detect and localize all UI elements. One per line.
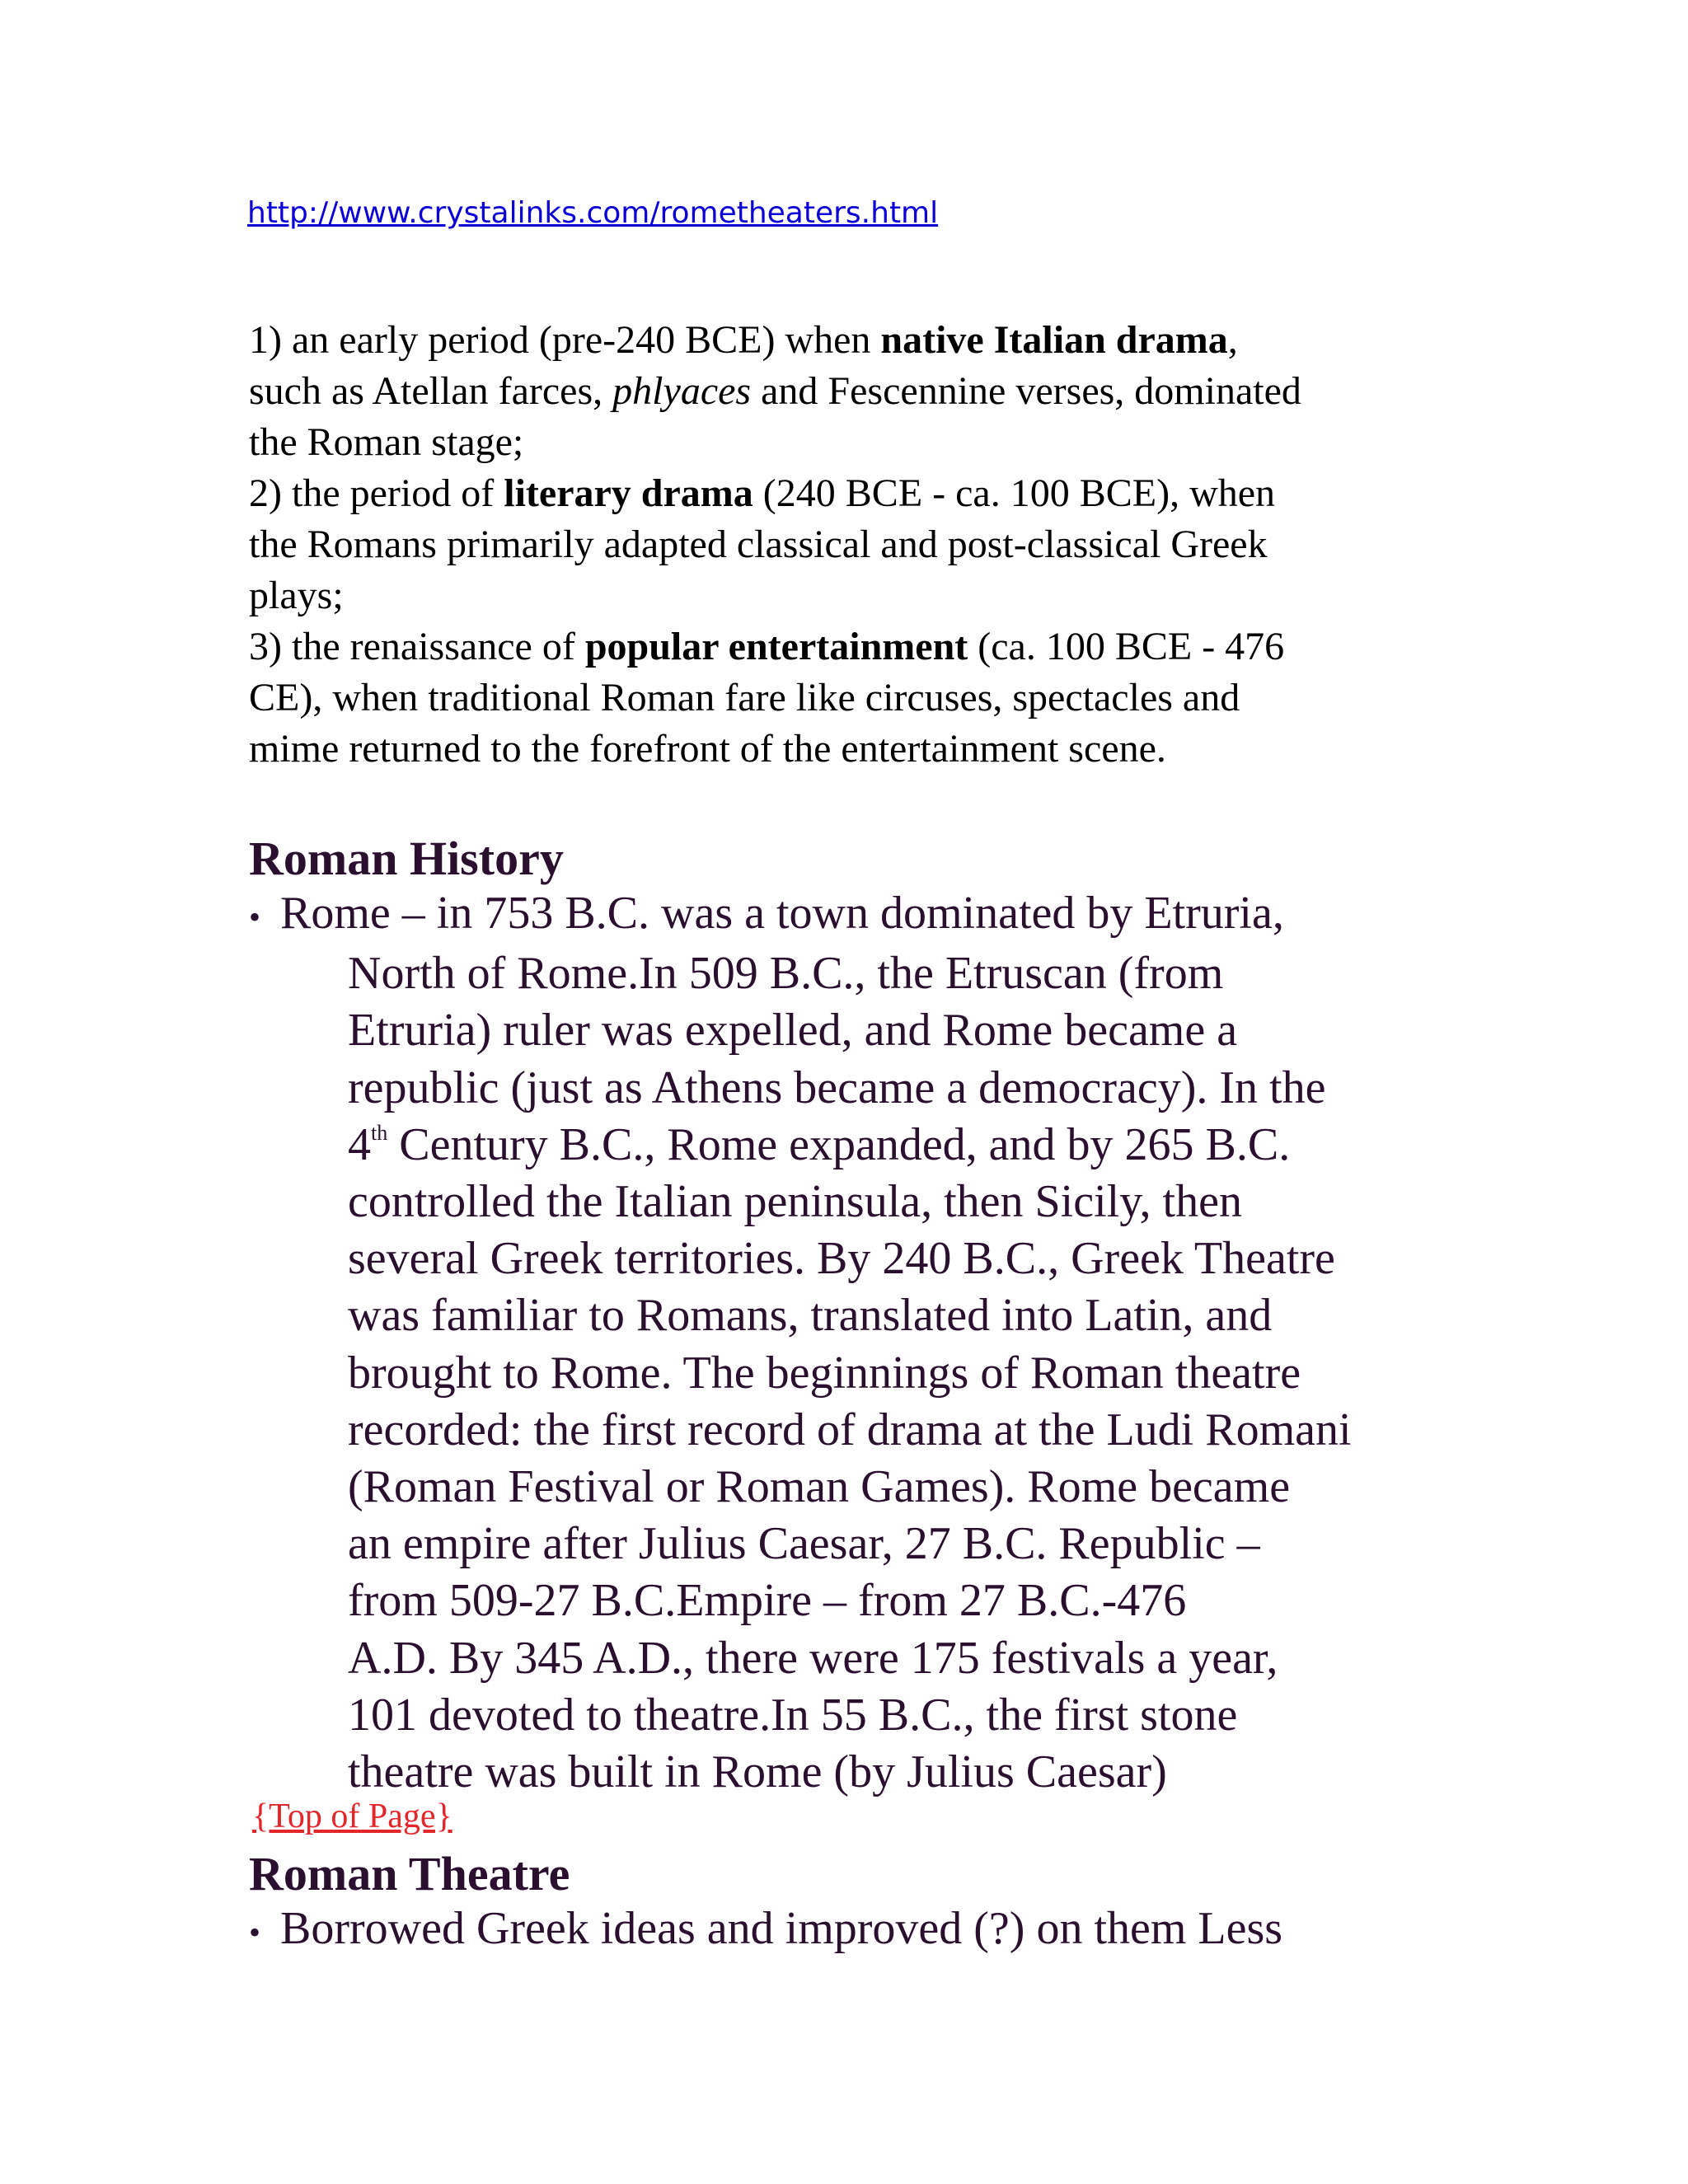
period-1-line bbox=[249, 366, 1436, 417]
line-text: Century B.C., Rome expanded, and by 265 B.C. bbox=[387, 1118, 1291, 1170]
history-line: an empire after Julius Caesar, 27 B.C. Republic – bbox=[348, 1518, 1260, 1570]
ordinal-suffix: th bbox=[371, 1120, 388, 1145]
text-run: phlyaces bbox=[612, 369, 752, 413]
bullet-first-line bbox=[249, 1900, 1452, 1961]
history-line: brought to Rome. The beginnings of Roman theatre bbox=[348, 1347, 1301, 1399]
period-3-line bbox=[249, 621, 1436, 673]
history-line: recorded: the first record of drama at the Ludi Romani bbox=[348, 1404, 1352, 1455]
history-line: Etruria) ruler was expelled, and Rome became a bbox=[348, 1005, 1238, 1057]
roman-history-bullet bbox=[249, 885, 1452, 1801]
roman-theatre-heading: Roman Theatre bbox=[249, 1847, 570, 1900]
history-line: several Greek territories. By 240 B.C., Greek Theatre bbox=[348, 1233, 1335, 1285]
period-1-line bbox=[249, 315, 1436, 366]
period-1-line bbox=[249, 417, 1436, 468]
period-3-line bbox=[249, 673, 1436, 724]
roman-history-heading: Roman History bbox=[249, 832, 564, 885]
text-run: 2) the period of bbox=[249, 471, 504, 515]
history-line: from 509-27 B.C.Empire – from 27 B.C.-476 bbox=[348, 1575, 1187, 1627]
text-run: literary drama bbox=[504, 471, 753, 515]
roman-theatre-bullet bbox=[249, 1900, 1452, 1961]
source-url-link[interactable]: http://www.crystalinks.com/rometheaters.html bbox=[247, 196, 939, 230]
bullet-icon: • bbox=[249, 898, 261, 935]
history-line: A.D. By 345 A.D., there were 175 festivals a year, bbox=[348, 1632, 1278, 1684]
text-run: , bbox=[1227, 318, 1238, 362]
drama-periods-list bbox=[249, 315, 1436, 775]
text-run: the Romans primarily adapted classical and post-classical Greek bbox=[249, 523, 1268, 566]
history-line: (Roman Festival or Roman Games). Rome became bbox=[348, 1461, 1291, 1513]
text-run: (240 BCE - ca. 100 BCE), when bbox=[753, 471, 1276, 515]
text-run: such as Atellan farces, bbox=[249, 369, 613, 413]
text-run: (ca. 100 BCE - 476 bbox=[968, 625, 1285, 668]
history-line: controlled the Italian peninsula, then Sicily, then bbox=[348, 1176, 1242, 1228]
history-line: 101 devoted to theatre.In 55 B.C., the first stone bbox=[348, 1689, 1238, 1741]
bullet-text: Rome – in 753 B.C. was a town dominated by Etruria, bbox=[280, 888, 1284, 939]
text-run: and Fescennine verses, dominated bbox=[751, 369, 1301, 413]
ordinal-number: 4 bbox=[348, 1118, 371, 1170]
text-run: the Roman stage; bbox=[249, 420, 524, 464]
bullet-icon: • bbox=[249, 1914, 261, 1951]
period-2-line bbox=[249, 519, 1436, 570]
history-line: theatre was built in Rome (by Julius Caesar) bbox=[348, 1746, 1167, 1798]
period-2-line bbox=[249, 570, 1436, 621]
top-of-page-link[interactable]: {Top of Page} bbox=[252, 1797, 452, 1835]
text-run: 1) an early period (pre-240 BCE) when bbox=[249, 318, 881, 362]
history-line: North of Rome.In 509 B.C., the Etruscan (from bbox=[348, 948, 1224, 1000]
text-run: plays; bbox=[249, 574, 344, 617]
text-run: popular entertainment bbox=[584, 625, 968, 668]
text-run: CE), when traditional Roman fare like circuses, spectacles and bbox=[249, 676, 1240, 719]
text-run: mime returned to the forefront of the entertainment scene. bbox=[249, 727, 1166, 771]
history-line: republic (just as Athens became a democracy). In the bbox=[348, 1062, 1326, 1113]
history-line: was familiar to Romans, translated into Latin, and bbox=[348, 1290, 1273, 1342]
text-run: native Italian drama bbox=[880, 318, 1228, 362]
period-2-line bbox=[249, 468, 1436, 519]
bullet-text: Borrowed Greek ideas and improved (?) on them Less bbox=[280, 1903, 1283, 1954]
roman-history-continuation bbox=[249, 945, 1452, 1801]
history-line bbox=[348, 1117, 1452, 1174]
text-run: 3) the renaissance of bbox=[249, 625, 585, 668]
period-3-line bbox=[249, 724, 1436, 775]
bullet-first-line bbox=[249, 885, 1452, 945]
